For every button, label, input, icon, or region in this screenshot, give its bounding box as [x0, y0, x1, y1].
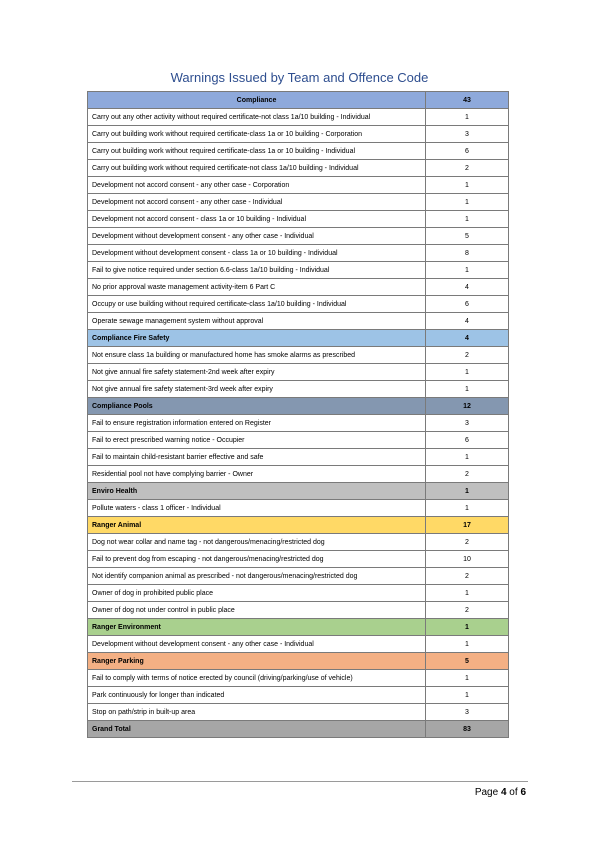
table-row [88, 262, 509, 279]
table-row [88, 704, 509, 721]
offence-count: 2 [426, 568, 509, 585]
offence-label: Carry out building work without required certificate-class 1a or 10 building - Individual [88, 143, 426, 160]
offence-count: 1 [426, 636, 509, 653]
offence-label: Residential pool not have complying barrier - Owner [88, 466, 426, 483]
group-total: 12 [426, 398, 509, 415]
page-total: 6 [520, 787, 526, 798]
group-total: 1 [426, 619, 509, 636]
offence-count: 1 [426, 262, 509, 279]
table-row [88, 466, 509, 483]
warnings-table [87, 91, 509, 738]
table-row [88, 636, 509, 653]
group-header-row [88, 619, 509, 636]
offence-label: Not identify companion animal as prescribed - not dangerous/menacing/restricted dog [88, 568, 426, 585]
table-row [88, 109, 509, 126]
offence-count: 8 [426, 245, 509, 262]
offence-label: Pollute waters - class 1 officer - Individual [88, 500, 426, 517]
table-row [88, 602, 509, 619]
page-footer [475, 787, 526, 798]
offence-count: 1 [426, 687, 509, 704]
table-row [88, 211, 509, 228]
offence-label: Dog not wear collar and name tag - not dangerous/menacing/restricted dog [88, 534, 426, 551]
offence-count: 1 [426, 670, 509, 687]
group-total: 1 [426, 483, 509, 500]
table-row [88, 245, 509, 262]
table-row [88, 160, 509, 177]
group-header-row [88, 398, 509, 415]
group-header-row [88, 653, 509, 670]
group-name: Ranger Environment [88, 619, 426, 636]
offence-count: 5 [426, 228, 509, 245]
table-row [88, 143, 509, 160]
table-row [88, 415, 509, 432]
offence-count: 10 [426, 551, 509, 568]
offence-count: 1 [426, 381, 509, 398]
offence-label: Not ensure class 1a building or manufactured home has smoke alarms as prescribed [88, 347, 426, 364]
table-row [88, 313, 509, 330]
group-total: 17 [426, 517, 509, 534]
group-name: Enviro Health [88, 483, 426, 500]
grand-total-value: 83 [426, 721, 509, 738]
offence-label: Carry out building work without required certificate-not class 1a/10 building - Individual [88, 160, 426, 177]
offence-count: 2 [426, 347, 509, 364]
table-row [88, 432, 509, 449]
offence-label: Development without development consent - any other case - Individual [88, 636, 426, 653]
offence-count: 3 [426, 415, 509, 432]
offence-label: Owner of dog not under control in public place [88, 602, 426, 619]
table-row [88, 296, 509, 313]
group-header-row [88, 517, 509, 534]
group-name: Compliance [88, 92, 426, 109]
group-header-row [88, 92, 509, 109]
footer-divider [72, 781, 528, 782]
offence-count: 2 [426, 160, 509, 177]
offence-count: 1 [426, 364, 509, 381]
offence-count: 1 [426, 109, 509, 126]
table-row [88, 551, 509, 568]
offence-label: Stop on path/strip in built-up area [88, 704, 426, 721]
offence-count: 1 [426, 211, 509, 228]
group-name: Ranger Animal [88, 517, 426, 534]
table-row [88, 670, 509, 687]
offence-count: 4 [426, 279, 509, 296]
offence-count: 6 [426, 143, 509, 160]
group-total: 43 [426, 92, 509, 109]
offence-label: Park continuously for longer than indicated [88, 687, 426, 704]
offence-label: Development without development consent - class 1a or 10 building - Individual [88, 245, 426, 262]
offence-count: 2 [426, 466, 509, 483]
offence-count: 1 [426, 449, 509, 466]
offence-label: Development not accord consent - any other case - Corporation [88, 177, 426, 194]
offence-label: Not give annual fire safety statement-3rd week after expiry [88, 381, 426, 398]
offence-count: 6 [426, 432, 509, 449]
group-header-row [88, 483, 509, 500]
grand-total-row [88, 721, 509, 738]
offence-count: 1 [426, 585, 509, 602]
offence-count: 1 [426, 194, 509, 211]
table-row [88, 194, 509, 211]
offence-label: Carry out any other activity without required certificate-not class 1a/10 building - Individual [88, 109, 426, 126]
offence-label: Fail to erect prescribed warning notice - Occupier [88, 432, 426, 449]
table-row [88, 364, 509, 381]
offence-count: 3 [426, 704, 509, 721]
offence-label: Fail to ensure registration information entered on Register [88, 415, 426, 432]
group-header-row [88, 330, 509, 347]
report-title: Warnings Issued by Team and Offence Code [170, 70, 429, 85]
offence-label: No prior approval waste management activity-item 6 Part C [88, 279, 426, 296]
group-total: 5 [426, 653, 509, 670]
offence-label: Fail to comply with terms of notice erected by council (driving/parking/use of vehicle) [88, 670, 426, 687]
table-row [88, 177, 509, 194]
table-row [88, 534, 509, 551]
table-row [88, 279, 509, 296]
table-row [88, 228, 509, 245]
offence-label: Not give annual fire safety statement-2nd week after expiry [88, 364, 426, 381]
grand-total-label: Grand Total [88, 721, 426, 738]
offence-label: Operate sewage management system without approval [88, 313, 426, 330]
group-name: Compliance Pools [88, 398, 426, 415]
offence-count: 4 [426, 313, 509, 330]
offence-label: Fail to prevent dog from escaping - not dangerous/menacing/restricted dog [88, 551, 426, 568]
group-total: 4 [426, 330, 509, 347]
table-row [88, 347, 509, 364]
offence-label: Fail to give notice required under section 6.6-class 1a/10 building - Individual [88, 262, 426, 279]
page-current: 4 [500, 787, 507, 798]
table-row [88, 449, 509, 466]
offence-label: Development without development consent - any other case - Individual [88, 228, 426, 245]
group-name: Ranger Parking [88, 653, 426, 670]
table-row [88, 568, 509, 585]
table-row [88, 381, 509, 398]
offence-count: 1 [426, 177, 509, 194]
offence-label: Carry out building work without required certificate-class 1a or 10 building - Corporation [88, 126, 426, 143]
offence-count: 6 [426, 296, 509, 313]
offence-count: 2 [426, 602, 509, 619]
table-row [88, 687, 509, 704]
offence-count: 3 [426, 126, 509, 143]
offence-label: Occupy or use building without required certificate-class 1a/10 building - Individual [88, 296, 426, 313]
page-of-label: of [506, 787, 521, 798]
offence-label: Owner of dog in prohibited public place [88, 585, 426, 602]
table-row [88, 126, 509, 143]
table-row [88, 500, 509, 517]
offence-count: 1 [426, 500, 509, 517]
group-name: Compliance Fire Safety [88, 330, 426, 347]
warnings-table-body [88, 92, 509, 738]
offence-label: Fail to maintain child-resistant barrier effective and safe [88, 449, 426, 466]
offence-label: Development not accord consent - any other case - Individual [88, 194, 426, 211]
offence-label: Development not accord consent - class 1a or 10 building - Individual [88, 211, 426, 228]
page-label: Page [474, 787, 501, 798]
offence-count: 2 [426, 534, 509, 551]
table-row [88, 585, 509, 602]
